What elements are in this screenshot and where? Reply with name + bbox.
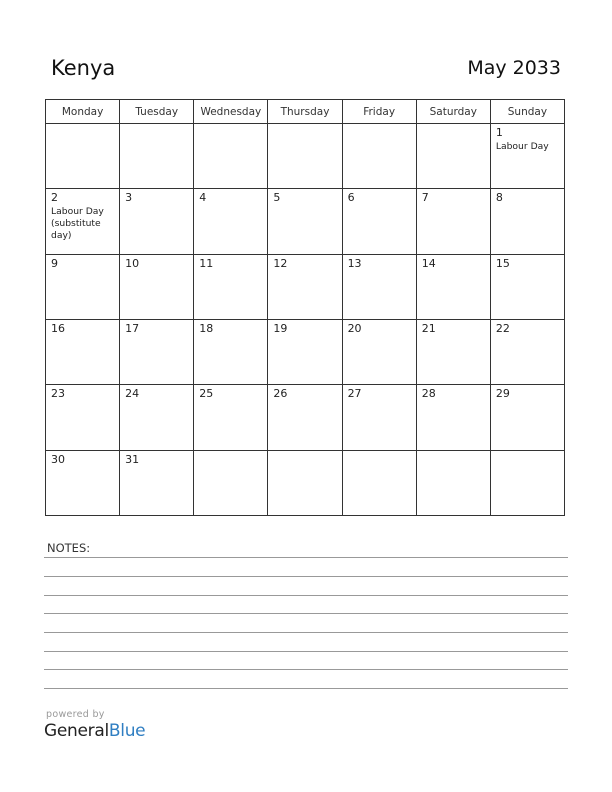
day-cell — [194, 124, 268, 189]
calendar-grid — [45, 99, 565, 516]
day-cell — [120, 254, 194, 319]
day-cell — [120, 124, 194, 189]
weekday-saturday: Saturday — [416, 100, 490, 124]
weekday-sunday: Sunday — [490, 100, 564, 124]
weekday-friday: Friday — [342, 100, 416, 124]
day-cell — [490, 254, 564, 319]
day-cell — [268, 124, 342, 189]
day-cell-content — [46, 320, 119, 336]
day-number: 2 — [51, 191, 58, 205]
week-row — [46, 450, 565, 515]
day-cell-content — [46, 385, 119, 401]
day-cell-content — [120, 189, 193, 205]
day-cell — [416, 450, 490, 515]
weekday-tuesday: Tuesday — [120, 100, 194, 124]
day-number: 19 — [273, 321, 288, 335]
day-cell-content — [343, 255, 416, 271]
day-cell-content — [343, 320, 416, 336]
day-number: 17 — [125, 321, 140, 335]
day-cell-content — [194, 385, 267, 401]
day-cell — [120, 319, 194, 384]
day-cell-content — [268, 385, 341, 401]
powered-by-text: powered by — [46, 709, 105, 720]
day-cell-content — [120, 451, 193, 467]
day-cell — [342, 189, 416, 254]
day-cell — [490, 385, 564, 450]
day-cell — [46, 385, 120, 450]
day-number: 31 — [125, 452, 140, 466]
day-cell — [342, 450, 416, 515]
note-line — [44, 688, 568, 689]
day-cell-content — [268, 124, 341, 126]
day-number: 20 — [347, 321, 362, 335]
day-cell-content — [46, 124, 119, 126]
day-cell-content — [194, 255, 267, 271]
day-cell-content — [343, 189, 416, 205]
day-number: 21 — [421, 321, 436, 335]
day-cell-content — [491, 189, 564, 205]
day-cell-content — [491, 320, 564, 336]
day-cell — [416, 385, 490, 450]
day-number: 22 — [495, 321, 510, 335]
generalblue-logo — [44, 721, 145, 741]
country-title: Kenya — [51, 56, 116, 80]
day-cell — [416, 319, 490, 384]
day-cell — [268, 254, 342, 319]
day-cell — [342, 385, 416, 450]
day-number: 4 — [199, 191, 207, 205]
week-row — [46, 319, 565, 384]
day-cell — [416, 189, 490, 254]
note-line — [44, 595, 568, 596]
day-cell — [490, 319, 564, 384]
day-cell — [120, 450, 194, 515]
day-cell — [194, 254, 268, 319]
day-cell — [46, 450, 120, 515]
day-cell — [46, 189, 120, 254]
day-cell-content — [120, 255, 193, 271]
day-number: 14 — [421, 256, 436, 270]
note-line — [44, 651, 568, 652]
day-cell — [268, 189, 342, 254]
note-line — [44, 613, 568, 614]
brand-blue-text: Blue — [108, 721, 146, 741]
day-cell — [416, 124, 490, 189]
day-cell — [268, 450, 342, 515]
day-cell-content — [343, 451, 416, 453]
day-cell-content — [417, 124, 490, 126]
day-cell-content — [194, 189, 267, 205]
day-cell — [46, 319, 120, 384]
day-cell-content — [491, 255, 564, 271]
day-cell-content — [491, 451, 564, 453]
day-cell-content — [491, 385, 564, 401]
day-cell — [194, 450, 268, 515]
day-cell-content — [417, 385, 490, 401]
note-line — [44, 557, 568, 558]
day-cell — [342, 319, 416, 384]
holiday-label: Labour Day — [495, 141, 549, 152]
day-cell-content — [46, 189, 119, 242]
day-number: 8 — [495, 191, 503, 205]
day-cell — [342, 254, 416, 319]
day-cell — [490, 450, 564, 515]
day-cell-content — [491, 124, 564, 153]
day-number: 6 — [347, 191, 355, 205]
note-line — [44, 669, 568, 670]
day-cell-content — [417, 320, 490, 336]
weekday-header-row — [46, 100, 565, 124]
day-cell-content — [417, 189, 490, 205]
day-number: 29 — [495, 387, 510, 401]
week-row — [46, 254, 565, 319]
week-row — [46, 124, 565, 189]
day-cell — [46, 124, 120, 189]
brand-general-text: General — [44, 721, 109, 741]
day-cell — [120, 189, 194, 254]
day-cell — [194, 319, 268, 384]
day-number: 15 — [495, 256, 510, 270]
day-number: 10 — [125, 256, 140, 270]
note-line — [44, 576, 568, 577]
day-cell — [194, 385, 268, 450]
day-number: 30 — [51, 452, 65, 466]
month-year-title: May 2033 — [467, 57, 561, 79]
day-number: 9 — [51, 256, 58, 270]
day-cell — [120, 385, 194, 450]
day-number: 27 — [347, 387, 362, 401]
week-row — [46, 385, 565, 450]
day-cell-content — [46, 255, 119, 271]
day-number: 5 — [273, 191, 281, 205]
day-cell-content — [268, 451, 341, 453]
day-cell — [490, 124, 564, 189]
day-cell — [46, 254, 120, 319]
day-number: 26 — [273, 387, 288, 401]
day-number: 25 — [199, 387, 214, 401]
day-number: 16 — [51, 321, 65, 335]
notes-label: NOTES: — [47, 541, 91, 555]
day-cell-content — [343, 124, 416, 126]
day-number: 18 — [199, 321, 214, 335]
weekday-wednesday: Wednesday — [194, 100, 268, 124]
day-cell-content — [343, 385, 416, 401]
day-cell — [490, 189, 564, 254]
day-number: 24 — [125, 387, 140, 401]
day-cell — [268, 385, 342, 450]
day-cell-content — [417, 255, 490, 271]
day-number: 28 — [421, 387, 436, 401]
day-number: 11 — [199, 256, 214, 270]
day-cell — [342, 124, 416, 189]
day-number: 1 — [495, 126, 503, 139]
day-cell-content — [120, 385, 193, 401]
week-row — [46, 189, 565, 254]
weekday-monday: Monday — [46, 100, 120, 124]
day-number: 7 — [421, 191, 429, 205]
day-cell — [194, 189, 268, 254]
day-cell-content — [268, 189, 341, 205]
day-cell — [416, 254, 490, 319]
day-cell-content — [417, 451, 490, 453]
day-cell-content — [120, 320, 193, 336]
day-cell-content — [46, 451, 119, 467]
holiday-label: Labour Day (substitute day) — [51, 206, 104, 242]
day-cell-content — [268, 320, 341, 336]
note-line — [44, 632, 568, 633]
day-cell-content — [194, 320, 267, 336]
day-cell-content — [194, 451, 267, 453]
day-cell — [268, 319, 342, 384]
day-cell-content — [268, 255, 341, 271]
day-cell-content — [120, 124, 193, 126]
day-number: 3 — [125, 191, 133, 205]
day-number: 23 — [51, 387, 65, 401]
weekday-thursday: Thursday — [268, 100, 342, 124]
day-number: 12 — [273, 256, 288, 270]
day-cell-content — [194, 124, 267, 126]
day-number: 13 — [347, 256, 362, 270]
